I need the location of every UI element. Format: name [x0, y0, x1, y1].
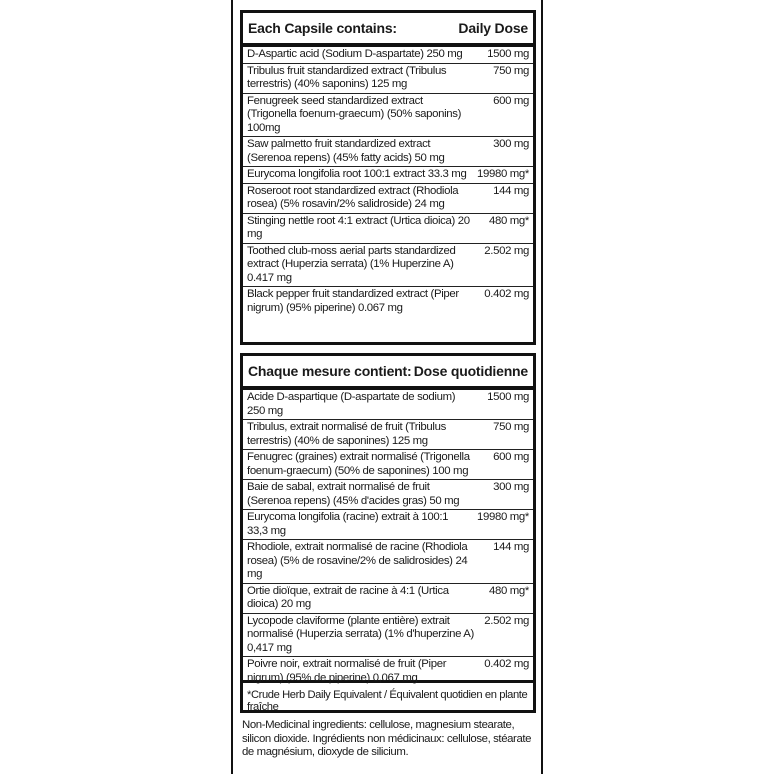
- ingredient-row: [243, 450, 533, 480]
- ingredient-dose: 600 mg: [493, 94, 529, 107]
- ingredient-dose: 19980 mg*: [477, 511, 529, 523]
- ingredient-dose: 19980 mg*: [477, 168, 529, 180]
- ingredient-name: Eurycoma longifolia root 100:1 extract 33.3 mg: [247, 168, 467, 180]
- ingredient-name: Baie de sabal, extrait normalisé de fruit (Serenoa repens) (45% d'acides gras) 50 mg: [247, 481, 460, 507]
- ingredient-dose: 480 mg*: [489, 584, 529, 597]
- ingredient-name: Tribulus fruit standardized extract (Tribulus terrestris) (40% saponins) 125 mg: [247, 64, 447, 90]
- ingredient-dose: 600 mg: [493, 451, 529, 463]
- ingredient-dose: 300 mg: [493, 481, 529, 493]
- crude-herb-footnote: *Crude Herb Daily Equivalent / Équivalent quotidien en plante fraîche: [240, 683, 536, 713]
- ingredient-name: Roseroot root standardized extract (Rhodiola rosea) (5% rosavin/2% salidroside) 24 mg: [247, 184, 459, 210]
- ingredient-row: [243, 420, 533, 450]
- ingredient-name: Lycopode claviforme (plante entière) extrait normalisé (Huperzia serrata) (1% d'huperzine A) 0,417 mg: [247, 614, 474, 654]
- ingredient-dose: 144 mg: [493, 184, 529, 197]
- ingredient-row: [243, 137, 533, 167]
- ingredient-row: [243, 64, 533, 94]
- ingredient-row: [243, 480, 533, 510]
- ingredient-dose: 0.402 mg: [484, 658, 529, 670]
- ingredient-dose: 1500 mg: [487, 391, 529, 403]
- ingredient-dose: 480 mg*: [489, 214, 529, 227]
- ingredient-row: [243, 584, 533, 614]
- ingredient-name: Stinging nettle root 4:1 extract (Urtica dioica) 20 mg: [247, 214, 470, 240]
- ingredient-name: Rhodiole, extrait normalisé de racine (Rhodiola rosea) (5% de rosavine/2% de salidrosides) 24 mg: [247, 541, 468, 580]
- ingredient-dose: 0.402 mg: [484, 288, 529, 300]
- french-header-left: Chaque mesure contient:: [248, 363, 412, 379]
- ingredient-row: [243, 184, 533, 214]
- ingredient-name: Tribulus, extrait normalisé de fruit (Tribulus terrestris) (40% de saponines) 125 mg: [247, 421, 446, 447]
- french-header: [243, 356, 533, 390]
- ingredient-row: [243, 657, 533, 686]
- ingredient-row: [243, 540, 533, 584]
- ingredient-row: [243, 244, 533, 288]
- ingredient-row: [243, 94, 533, 138]
- ingredient-row: [243, 510, 533, 540]
- french-header-right: Dose quotidienne: [413, 363, 528, 379]
- english-header-right: Daily Dose: [458, 20, 528, 36]
- ingredient-name: Fenugrec (graines) extrait normalisé (Trigonella foenum-graecum) (50% de saponines) 100 mg: [247, 451, 470, 477]
- ingredient-name: Eurycoma longifolia (racine) extrait à 100:1 33,3 mg: [247, 511, 449, 537]
- english-header: [243, 13, 533, 47]
- ingredient-name: Ortie dioïque, extrait de racine à 4:1 (Urtica dioica) 20 mg: [247, 584, 449, 610]
- ingredient-name: Toothed club-moss aerial parts standardized extract (Huperzia serrata) (1% Huperzine A) 0.417 mg: [247, 244, 456, 284]
- ingredient-name: Saw palmetto fruit standardized extract (Serenoa repens) (45% fatty acids) 50 mg: [247, 138, 445, 164]
- ingredient-name: Poivre noir, extrait normalisé de fruit (Piper nigrum) (95% de piperine) 0,067 mg: [247, 658, 447, 684]
- ingredient-dose: 750 mg: [493, 64, 529, 77]
- french-ingredients-panel: [240, 353, 536, 683]
- non-medicinal-ingredients: Non-Medicinal ingredients: cellulose, magnesium stearate, silicon dioxide. Ingrédients non médicinaux: cellulose, stéarate de magnésium, dioxyde de silicium.: [242, 719, 532, 758]
- ingredient-row: [243, 167, 533, 184]
- ingredient-row: [243, 390, 533, 420]
- english-ingredients-panel: [240, 10, 536, 345]
- ingredient-dose: 300 mg: [493, 138, 529, 150]
- ingredient-row: [243, 287, 533, 316]
- ingredient-dose: 144 mg: [493, 541, 529, 553]
- ingredient-name: D-Aspartic acid (Sodium D-aspartate) 250 mg: [247, 48, 463, 60]
- ingredient-row: [243, 214, 533, 244]
- ingredient-row: [243, 614, 533, 658]
- ingredient-dose: 750 mg: [493, 421, 529, 433]
- ingredient-name: Acide D-aspartique (D-aspartate de sodium) 250 mg: [247, 391, 456, 417]
- english-header-left: Each Capsile contains:: [248, 20, 397, 36]
- ingredient-dose: 1500 mg: [487, 48, 529, 60]
- ingredient-dose: 2.502 mg: [484, 244, 529, 257]
- ingredient-row: [243, 47, 533, 64]
- ingredient-name: Black pepper fruit standardized extract (Piper nigrum) (95% piperine) 0.067 mg: [247, 288, 459, 314]
- ingredient-name: Fenugreek seed standardized extract (Trigonella foenum-graecum) (50% saponins) 100mg: [247, 94, 462, 134]
- ingredient-dose: 2.502 mg: [484, 614, 529, 627]
